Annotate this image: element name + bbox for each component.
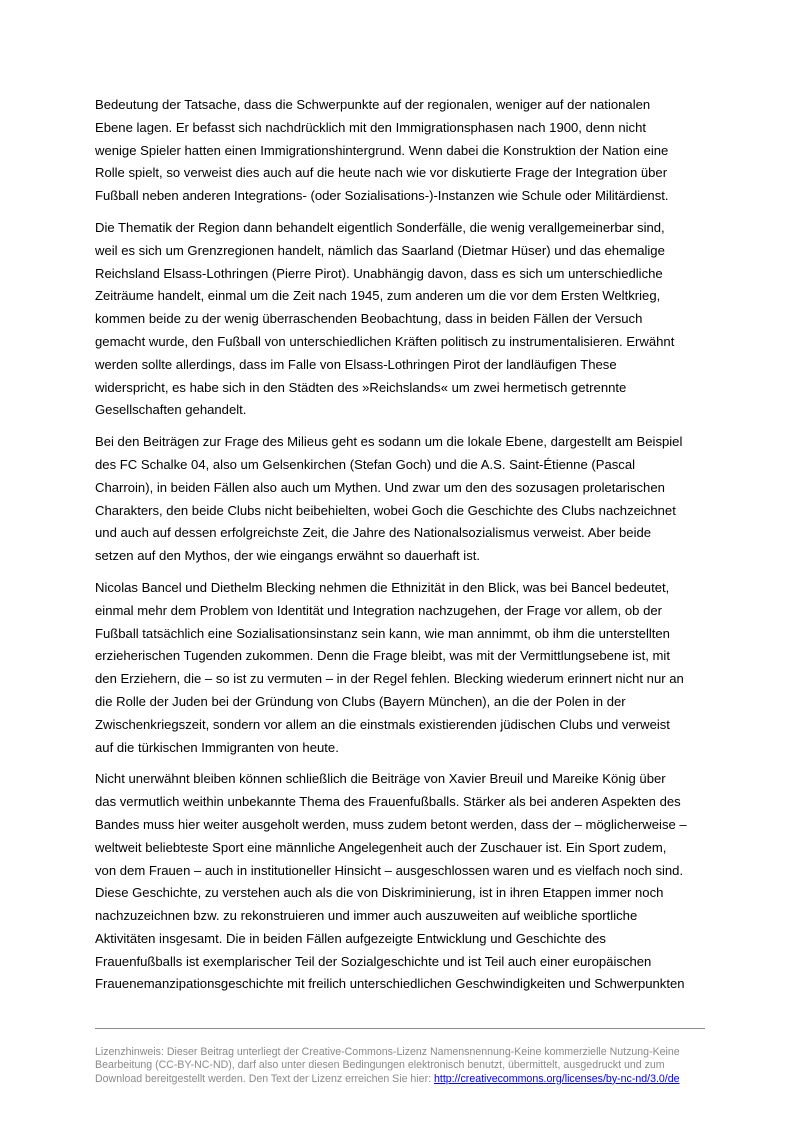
text-line: die Rolle der Juden bei der Gründung von Clubs (Bayern München), an die der Polen in der: [95, 693, 626, 709]
paragraph-3: [95, 431, 715, 568]
text-line: Zwischenkriegszeit, sondern vor allem an die einstmals existierenden jüdischen Clubs und verweist: [95, 716, 670, 732]
text-line: gemacht wurde, den Fußball von unterschiedlichen Kräften politisch zu instrumentalisieren. Erwähnt: [95, 333, 675, 349]
paragraph-1: [95, 94, 715, 208]
text-line: Bandes muss hier weiter ausgeholt werden, muss zudem betont werden, dass der – möglicherweise –: [95, 816, 687, 832]
text-line: nachzuzeichnen bzw. zu rekonstruieren und immer auch auszuweiten auf weibliche sportliche: [95, 908, 638, 924]
text-line: Frauenemanzipationsgeschichte mit freilich unterschiedlichen Geschwindigkeiten und Schwerpunkten: [95, 976, 685, 992]
text-line: setzen auf den Mythos, der wie eingangs erwähnt so dauerhaft ist.: [95, 548, 481, 564]
paragraph-4: [95, 577, 715, 759]
body-text: [95, 94, 715, 1005]
text-line: Aktivitäten insgesamt. Die in beiden Fällen aufgezeigte Entwicklung und Geschichte des: [95, 930, 606, 946]
text-line: Diese Geschichte, zu verstehen auch als die von Diskriminierung, ist in ihren Etappen immer noch: [95, 885, 664, 901]
text-line: Ebene lagen. Er befasst sich nachdrücklich mit den Immigrationsphasen nach 1900, denn nicht: [95, 119, 646, 135]
text-line: Charroin), in beiden Fällen also auch um Mythen. Und zwar um den des sozusagen proletarischen: [95, 479, 665, 495]
text-line: Nicolas Bancel und Diethelm Blecking nehmen die Ethnizität in den Blick, was bei Bancel bedeutet,: [95, 579, 670, 595]
text-line: Frauenfußballs ist exemplarischer Teil der Sozialgeschichte und ist Teil auch einer europäischen: [95, 953, 652, 969]
text-line: Gesellschaften gehandelt.: [95, 402, 247, 418]
license-notice-line: Lizenzhinweis: Dieser Beitrag unterliegt der Creative-Commons-Lizenz Namensnennung-Keine kommerzielle Nutzung-Keine: [95, 1046, 680, 1058]
text-line: weil es sich um Grenzregionen handelt, nämlich das Saarland (Dietmar Hüser) und das ehemalige: [95, 242, 665, 258]
text-line: Zeiträume handelt, einmal um die Zeit nach 1945, zum anderen um die vor dem Ersten Weltkrieg,: [95, 288, 661, 304]
license-notice-prefix: Download bereitgestellt werden. Den Text der Lizenz erreichen Sie hier:: [95, 1072, 434, 1085]
text-line: Bei den Beiträgen zur Frage des Milieus geht es sodann um die lokale Ebene, dargestellt am Beispiel: [95, 434, 683, 450]
text-line: Fußball tatsächlich eine Sozialisationsinstanz sein kann, wie man annimmt, ob ihm die unterstellten: [95, 625, 670, 641]
text-line: auf die türkischen Immigranten von heute.: [95, 739, 339, 755]
footer-divider: [95, 1028, 705, 1029]
text-line: einmal mehr dem Problem von Identität und Integration nachzugehen, der Frage vor allem, ob der: [95, 602, 662, 618]
license-notice-line: Bearbeitung (CC-BY-NC-ND), darf also unter diesen Bedingungen elektronisch benutzt, übermittelt, ausgedruckt und zum: [95, 1059, 665, 1072]
text-line: des FC Schalke 04, also um Gelsenkirchen (Stefan Goch) und die A.S. Saint-Étienne (Pascal: [95, 456, 636, 472]
text-line: Charakters, den beide Clubs nicht beibehielten, wobei Goch die Geschichte des Clubs nachzeichnet: [95, 502, 676, 518]
text-line: Nicht unerwähnt bleiben können schließlich die Beiträge von Xavier Breuil und Mareike König über: [95, 771, 666, 787]
text-line: widerspricht, es habe sich in den Städten des »Reichslands« um zwei hermetisch getrennte: [95, 379, 627, 395]
text-line: kommen beide zu der wenig überraschenden Beobachtung, dass in beiden Fällen der Versuch: [95, 311, 643, 327]
paragraph-2: [95, 217, 715, 422]
license-link[interactable]: http://creativecommons.org/licenses/by-nc-nd/3.0/de: [434, 1072, 680, 1085]
text-line: Rolle spielt, so verweist dies auch auf die heute nach wie vor diskutierte Frage der Integration über: [95, 165, 668, 181]
text-line: den Erziehern, die – so ist zu vermuten – in der Regel fehlen. Blecking wiederum erinnert nicht nur an: [95, 671, 684, 687]
text-line: erzieherischen Tugenden zukommen. Denn die Frage bleibt, was mit der Vermittlungsebene ist, mit: [95, 648, 670, 664]
text-line: werden sollte allerdings, dass im Falle von Elsass-Lothringen Pirot der landläufigen These: [95, 356, 617, 372]
text-line: von dem Frauen – auch in institutioneller Hinsicht – ausgeschlossen waren und es vielfach noch sind.: [95, 862, 684, 878]
text-line: weltweit beliebteste Sport eine männliche Angelegenheit auch der Zuschauer ist. Ein Sport zudem,: [95, 839, 667, 855]
text-line: wenige Spieler hatten einen Immigrationshintergrund. Wenn dabei die Konstruktion der Nation eine: [95, 142, 669, 158]
text-line: und auch auf dessen erfolgreichste Zeit, die Jahre des Nationalsozialismus verweist. Aber beide: [95, 525, 652, 541]
license-notice-line: [95, 1073, 715, 1086]
text-line: das vermutlich weithin unbekannte Thema des Frauenfußballs. Stärker als bei anderen Aspekten des: [95, 794, 681, 810]
text-line: Die Thematik der Region dann behandelt eigentlich Sonderfälle, die wenig verallgemeinerbar sind,: [95, 219, 665, 235]
text-line: Fußball neben anderen Integrations- (oder Sozialisations-)-Instanzen wie Schule oder Militärdienst.: [95, 188, 669, 204]
text-line: Bedeutung der Tatsache, dass die Schwerpunkte auf der regionalen, weniger auf der nationalen: [95, 97, 651, 112]
license-notice: [95, 1046, 715, 1086]
paragraph-5: [95, 768, 715, 996]
text-line: Reichsland Elsass-Lothringen (Pierre Pirot). Unabhängig davon, dass es sich um unterschiedliche: [95, 265, 663, 281]
